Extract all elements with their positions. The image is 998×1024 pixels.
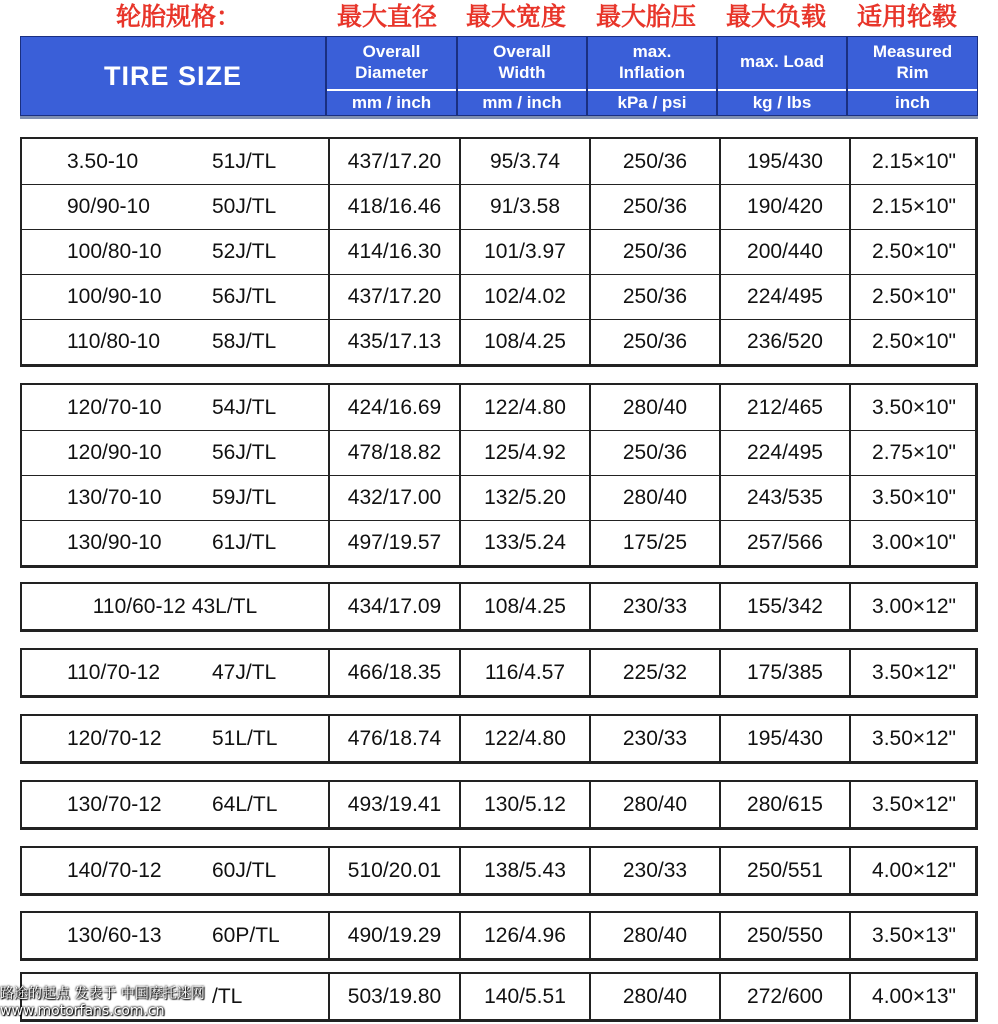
- load-speed-index: 54J/TL: [212, 395, 277, 419]
- cell-load: 195/430: [719, 139, 849, 184]
- cell-rim: 2.50×10": [849, 275, 977, 319]
- cell-load: 236/520: [719, 320, 849, 364]
- cell-width: 133/5.24: [459, 521, 589, 565]
- cell-rim: 4.00×13": [849, 974, 977, 1019]
- header-rim-l1: Measured: [872, 42, 953, 61]
- table-group: [20, 911, 978, 961]
- cell-load: 155/342: [719, 584, 849, 629]
- cell-load: 175/385: [719, 650, 849, 695]
- header-tire-size: TIRE SIZE: [20, 36, 326, 116]
- cell-tire-size: [22, 230, 328, 274]
- cell-diameter: 476/18.74: [328, 716, 459, 761]
- cell-pressure: 250/36: [589, 320, 719, 364]
- cell-width: 138/5.43: [459, 848, 589, 893]
- cell-diameter: 435/17.13: [328, 320, 459, 364]
- header-inflation-unit: kPa / psi: [588, 89, 716, 115]
- cell-pressure: 175/25: [589, 521, 719, 565]
- cell-rim: 2.50×10": [849, 320, 977, 364]
- cell-pressure: 230/33: [589, 716, 719, 761]
- table-row: [22, 913, 975, 958]
- tire-size-code: 110/60-12: [92, 594, 186, 618]
- watermark: [0, 986, 205, 1020]
- cell-width: 108/4.25: [459, 584, 589, 629]
- cell-rim: 4.00×12": [849, 848, 977, 893]
- cell-width: 122/4.80: [459, 385, 589, 430]
- load-speed-index: 61J/TL: [212, 531, 277, 554]
- table-row: [22, 430, 975, 475]
- cell-width: 126/4.96: [459, 913, 589, 958]
- cell-rim: 3.50×13": [849, 913, 977, 958]
- table-row: [22, 274, 975, 319]
- table-row: [22, 848, 975, 893]
- table-group: [20, 383, 978, 568]
- cell-width: 91/3.58: [459, 185, 589, 229]
- table-row: [22, 520, 975, 565]
- table-row: [22, 475, 975, 520]
- load-speed-index: 56J/TL: [212, 285, 277, 308]
- max-pressure-label: 最大胎压: [596, 2, 697, 31]
- cell-rim: 3.50×12": [849, 782, 977, 827]
- header-shadow: [20, 116, 978, 119]
- rim-label: 适用轮毂: [857, 2, 958, 31]
- tire-size-code: 130/70-10: [67, 486, 162, 509]
- cell-load: 243/535: [719, 476, 849, 520]
- header-diameter-l2: Diameter: [355, 63, 428, 82]
- cell-rim: 3.00×12": [849, 584, 977, 629]
- cell-load: 250/550: [719, 913, 849, 958]
- header-diameter-l1: Overall: [362, 42, 421, 61]
- cell-rim: 2.75×10": [849, 431, 977, 475]
- cell-pressure: 225/32: [589, 650, 719, 695]
- cell-pressure: 250/36: [589, 275, 719, 319]
- table-group: [20, 780, 978, 830]
- header-diameter: [326, 36, 457, 116]
- cell-pressure: 280/40: [589, 974, 719, 1019]
- cell-diameter: 510/20.01: [328, 848, 459, 893]
- table-row: [22, 716, 975, 761]
- cell-diameter: 493/19.41: [328, 782, 459, 827]
- cell-pressure: 280/40: [589, 913, 719, 958]
- cell-pressure: 280/40: [589, 476, 719, 520]
- cell-diameter: 434/17.09: [328, 584, 459, 629]
- header-load: [717, 36, 847, 116]
- cell-rim: 3.50×12": [849, 650, 977, 695]
- cell-tire-size: [22, 913, 328, 958]
- table-group: [20, 714, 978, 764]
- cell-load: 195/430: [719, 716, 849, 761]
- cell-load: 272/600: [719, 974, 849, 1019]
- header-inflation-l1: max.: [632, 42, 672, 61]
- load-speed-index: 52J/TL: [212, 240, 277, 263]
- load-speed-index: 51L/TL: [212, 726, 278, 750]
- table-header: [20, 36, 978, 118]
- tire-spec-label: 轮胎规格：: [116, 2, 242, 31]
- cell-tire-size: [22, 320, 328, 364]
- load-speed-index: 59J/TL: [212, 486, 277, 509]
- load-speed-index: 64L/TL: [212, 792, 278, 816]
- header-width-unit: mm / inch: [458, 89, 586, 115]
- load-speed-index: 47J/TL: [212, 660, 277, 684]
- cell-width: 108/4.25: [459, 320, 589, 364]
- tire-size-code: 120/70-10: [67, 395, 162, 419]
- header-rim: [847, 36, 978, 116]
- cell-width: 140/5.51: [459, 974, 589, 1019]
- cell-diameter: 437/17.20: [328, 275, 459, 319]
- table-row: [22, 650, 975, 695]
- tire-size-code: 100/80-10: [67, 240, 162, 263]
- header-diameter-unit: mm / inch: [327, 89, 456, 115]
- table-row: [22, 385, 975, 430]
- cell-load: 250/551: [719, 848, 849, 893]
- cell-pressure: 250/36: [589, 230, 719, 274]
- cell-diameter: 424/16.69: [328, 385, 459, 430]
- load-speed-index: /TL: [212, 984, 243, 1008]
- cell-pressure: 250/36: [589, 185, 719, 229]
- table-group: [20, 582, 978, 632]
- table-row: [22, 782, 975, 827]
- cell-rim: 3.00×10": [849, 521, 977, 565]
- cell-width: 132/5.20: [459, 476, 589, 520]
- cell-load: 224/495: [719, 431, 849, 475]
- cell-tire-size: [22, 584, 328, 629]
- cell-diameter: 490/19.29: [328, 913, 459, 958]
- header-width-l1: Overall: [493, 42, 551, 61]
- header-load-l1: max. Load: [739, 52, 825, 71]
- cell-tire-size: [22, 521, 328, 565]
- cell-tire-size: [22, 431, 328, 475]
- load-speed-index: 43L/TL: [191, 594, 258, 618]
- table-row: [22, 584, 975, 629]
- cell-width: 102/4.02: [459, 275, 589, 319]
- watermark-line2: www.motorfans.com.cn: [0, 1003, 165, 1019]
- max-diameter-label: 最大直径: [337, 2, 438, 31]
- cell-tire-size: [22, 185, 328, 229]
- tire-size-code: 110/80-10: [67, 330, 161, 353]
- table-row: [22, 229, 975, 274]
- header-inflation: [587, 36, 717, 116]
- tire-size-code: 130/60-13: [67, 923, 162, 947]
- load-speed-index: 60J/TL: [212, 858, 277, 882]
- cell-tire-size: [22, 476, 328, 520]
- cell-diameter: 432/17.00: [328, 476, 459, 520]
- cell-tire-size: [22, 716, 328, 761]
- tire-size-code: 110/70-12: [67, 660, 161, 684]
- cell-tire-size: [22, 275, 328, 319]
- cell-tire-size: [22, 848, 328, 893]
- load-speed-index: 58J/TL: [212, 330, 277, 353]
- cell-diameter: 503/19.80: [328, 974, 459, 1019]
- table-group: [20, 648, 978, 698]
- table-row: [22, 319, 975, 364]
- tire-size-code: 140/70-12: [67, 858, 162, 882]
- cell-load: 212/465: [719, 385, 849, 430]
- cell-load: 224/495: [719, 275, 849, 319]
- cell-pressure: 250/36: [589, 431, 719, 475]
- cell-load: 190/420: [719, 185, 849, 229]
- cell-pressure: 250/36: [589, 139, 719, 184]
- cell-width: 95/3.74: [459, 139, 589, 184]
- load-speed-index: 50J/TL: [212, 195, 277, 218]
- header-rim-unit: inch: [848, 89, 977, 115]
- cell-width: 130/5.12: [459, 782, 589, 827]
- max-load-label: 最大负载: [726, 2, 827, 31]
- tire-size-code: 120/70-12: [67, 726, 162, 750]
- cell-tire-size: [22, 782, 328, 827]
- cell-rim: 2.15×10": [849, 185, 977, 229]
- cell-load: 257/566: [719, 521, 849, 565]
- cell-pressure: 230/33: [589, 848, 719, 893]
- cell-pressure: 230/33: [589, 584, 719, 629]
- title-row: [0, 0, 998, 34]
- header-rim-l2: Rim: [896, 63, 929, 82]
- cell-tire-size: [22, 385, 328, 430]
- load-speed-index: 51J/TL: [212, 149, 277, 173]
- cell-rim: 3.50×10": [849, 476, 977, 520]
- cell-rim: 2.15×10": [849, 139, 977, 184]
- cell-diameter: 414/16.30: [328, 230, 459, 274]
- tire-size-code: 130/90-10: [67, 531, 162, 554]
- cell-rim: 3.50×12": [849, 716, 977, 761]
- header-width-l2: Width: [498, 63, 546, 82]
- tire-size-code: 100/90-10: [67, 285, 162, 308]
- cell-diameter: 466/18.35: [328, 650, 459, 695]
- cell-diameter: 418/16.46: [328, 185, 459, 229]
- max-width-label: 最大宽度: [466, 2, 567, 31]
- cell-tire-size: [22, 650, 328, 695]
- cell-diameter: 497/19.57: [328, 521, 459, 565]
- cell-width: 125/4.92: [459, 431, 589, 475]
- tire-size-code: 90/90-10: [67, 195, 150, 218]
- table-group: [20, 137, 978, 367]
- tire-size-code: 120/90-10: [67, 441, 162, 464]
- cell-tire-size: [22, 139, 328, 184]
- watermark-line1: 路途的起点 发表于 中国摩托迷网: [0, 986, 205, 1002]
- cell-diameter: 437/17.20: [328, 139, 459, 184]
- header-inflation-l2: Inflation: [618, 63, 686, 82]
- cell-diameter: 478/18.82: [328, 431, 459, 475]
- load-speed-index: 56J/TL: [212, 441, 277, 464]
- cell-pressure: 280/40: [589, 385, 719, 430]
- cell-width: 116/4.57: [459, 650, 589, 695]
- cell-width: 122/4.80: [459, 716, 589, 761]
- cell-rim: 2.50×10": [849, 230, 977, 274]
- table-row: [22, 184, 975, 229]
- tire-size-code: 3.50-10: [67, 149, 139, 173]
- cell-width: 101/3.97: [459, 230, 589, 274]
- tire-size-code: 130/70-12: [67, 792, 162, 816]
- table-row: [22, 139, 975, 184]
- table-group: [20, 846, 978, 896]
- header-width: [457, 36, 587, 116]
- cell-load: 200/440: [719, 230, 849, 274]
- header-load-unit: kg / lbs: [718, 89, 846, 115]
- load-speed-index: 60P/TL: [212, 923, 280, 947]
- cell-load: 280/615: [719, 782, 849, 827]
- cell-pressure: 280/40: [589, 782, 719, 827]
- cell-rim: 3.50×10": [849, 385, 977, 430]
